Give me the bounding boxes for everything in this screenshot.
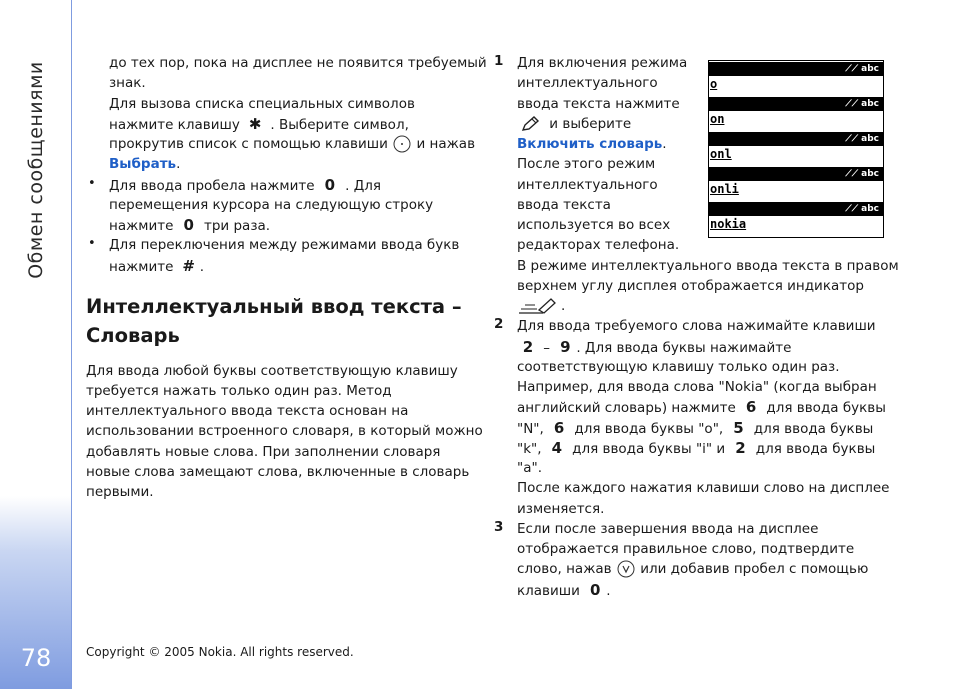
status-bar [709, 202, 883, 216]
phone-display-illustration [708, 60, 884, 238]
pencil-key-icon [517, 115, 545, 133]
zero-key-icon: 0 [183, 216, 194, 234]
text-line: Если после завершения ввода на дисплее [517, 521, 819, 537]
text-line: После каждого нажатия клавиши слово на дисплее [517, 480, 890, 496]
text: нажмите [109, 218, 174, 234]
four-key-icon: 4 [551, 439, 563, 457]
copyright-footer: Copyright © 2005 Nokia. All rights reserved. [86, 645, 354, 659]
text-line: интеллектуального [517, 177, 658, 193]
abc-indicator: ⟋⟋ abc [845, 64, 879, 74]
text-line: Включить словарь. [517, 136, 667, 152]
text: нажмите [109, 259, 174, 275]
zero-key-icon: 0 [324, 176, 336, 194]
body-line: требуется нажать только один раз. Метод [86, 383, 392, 399]
hash-key-icon: # [182, 257, 195, 275]
nine-key-icon: 9 [560, 338, 571, 356]
text: для ввода буквы [766, 400, 886, 416]
text: . Для ввода буквы нажимайте [576, 340, 792, 356]
text: "N", [517, 421, 544, 437]
text-line [517, 559, 868, 579]
display-word: onl [710, 147, 732, 161]
text: и выберите [549, 116, 632, 132]
text-line: интеллектуального [517, 75, 658, 91]
select-link: Выбрать [109, 156, 177, 172]
text-line: ввода текста нажмите [517, 96, 680, 112]
text-line: ввода текста [517, 197, 611, 213]
text-line: Для ввода требуемого слова нажимайте клавиши [517, 318, 876, 334]
text-line [109, 215, 270, 236]
body-line: добавлять новые слова. При заполнении словаря [86, 444, 441, 460]
zero-key-icon: 0 [590, 581, 601, 599]
text-line: перемещения курсора на следующую строку [109, 197, 434, 213]
text: клавиши [517, 583, 580, 599]
text: для ввода буквы "i" и [572, 441, 726, 457]
text: для ввода буквы [755, 441, 876, 457]
six-key-icon: 6 [553, 419, 565, 437]
text-line: нажмите # . [109, 257, 204, 275]
text-line: Для включения режима [517, 55, 688, 71]
text: "k", [517, 441, 542, 457]
text: Для ввода пробела нажмите [109, 178, 315, 194]
text-line: знак. [109, 75, 146, 91]
text: и нажав [416, 136, 476, 152]
enable-dictionary-link: Включить словарь [517, 136, 663, 152]
text-line: В режиме интеллектуального ввода текста в правом [517, 258, 899, 274]
step-number: 2 [494, 316, 504, 332]
text-line [517, 418, 873, 439]
status-bar [709, 97, 883, 111]
text: или добавив пробел с помощью [640, 561, 869, 577]
sidebar-divider [71, 0, 72, 689]
heading-line: Словарь [86, 324, 180, 347]
text: три раза. [203, 218, 271, 234]
body-line: новые слова замещают слова, включенные в словарь [86, 464, 470, 480]
abc-indicator: ⟋⟋ abc [845, 204, 879, 214]
bullet-icon: • [88, 236, 96, 251]
status-bar [709, 167, 883, 181]
text-line: Для вызова списка специальных символов [109, 96, 415, 112]
text: . Для [345, 178, 382, 194]
body-line: интеллектуального ввода текста основан на [86, 403, 409, 419]
text: для ввода буквы [753, 421, 874, 437]
text-line: соответствующую клавишу только один раз. [517, 359, 840, 375]
bullet-icon: • [88, 176, 96, 191]
six-key-icon: 6 [745, 398, 757, 416]
text-line: используется во всех [517, 217, 671, 233]
body-line: первыми. [86, 484, 154, 500]
text-line: После этого режим [517, 156, 656, 172]
display-word: on [710, 112, 725, 126]
text-line [109, 175, 381, 196]
status-bar [709, 132, 883, 146]
text: прокрутив список с помощью клавиши [109, 136, 388, 152]
section-heading [86, 292, 462, 350]
text: для ввода буквы "o", [574, 421, 724, 437]
text-line: до тех пор, пока на дисплее не появится требуемый [109, 55, 487, 71]
text-line: Например, для ввода слова "Nokia" (когда выбран [517, 379, 877, 395]
text-line [517, 397, 886, 418]
status-bar [709, 62, 883, 76]
body-line: Для ввода любой буквы соответствующую клавишу [86, 363, 458, 379]
star-key-icon: ✱ [248, 115, 262, 133]
body-line: использовании встроенного словаря, в который можно [86, 423, 483, 439]
step-number: 1 [494, 53, 504, 69]
page-number: 78 [20, 644, 52, 672]
text-line: . [517, 296, 565, 316]
dash: – [543, 340, 551, 356]
text: нажмите клавишу [109, 117, 240, 133]
predictive-text-indicator-icon [517, 296, 561, 316]
abc-indicator: ⟋⟋ abc [845, 99, 879, 109]
text: . Выберите символ, [270, 117, 409, 133]
text-line [109, 114, 409, 135]
two-key-icon: 2 [735, 439, 746, 457]
display-word: o [710, 77, 718, 91]
text-line: отображается правильное слово, подтвердите [517, 541, 855, 557]
joystick-key-icon [392, 135, 412, 153]
abc-indicator: ⟋⟋ abc [845, 134, 879, 144]
heading-line: Интеллектуальный ввод текста – [86, 295, 462, 318]
text: английский словарь) нажмите [517, 400, 736, 416]
text-line: клавиши 0 . [517, 581, 611, 599]
text-line: изменяется. [517, 501, 605, 517]
display-word: nokia [710, 217, 747, 231]
text-line [517, 337, 791, 358]
text-line: редакторах телефона. [517, 237, 680, 253]
text: слово, нажав [517, 561, 612, 577]
step-number: 3 [494, 519, 504, 535]
abc-indicator: ⟋⟋ abc [845, 169, 879, 179]
text-line: верхнем углу дисплея отображается индикатор [517, 278, 864, 294]
section-tab-title: Обмен сообщениями [25, 61, 47, 279]
text-line [517, 114, 631, 134]
display-word: onli [710, 182, 739, 196]
joystick-press-icon [616, 560, 636, 578]
five-key-icon: 5 [733, 419, 744, 437]
text-line [109, 134, 475, 154]
text-line: Для переключения между режимами ввода букв [109, 237, 460, 253]
text-line: "a". [517, 460, 542, 476]
two-key-icon: 2 [522, 338, 534, 356]
text-line: Выбрать. [109, 156, 181, 172]
text-line [517, 438, 875, 459]
